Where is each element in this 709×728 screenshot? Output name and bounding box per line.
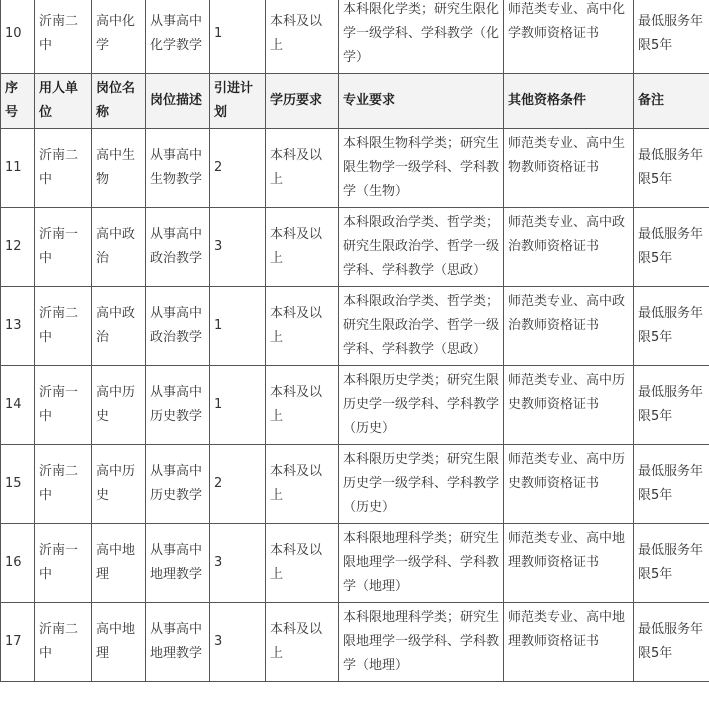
- remark-cell: 最低服务年限5年: [634, 445, 709, 524]
- plan-cell: 1: [210, 366, 266, 445]
- education-cell: 本科及以上: [266, 524, 339, 603]
- header-unit: 用人单位: [35, 74, 92, 129]
- position-cell: 高中地理: [92, 524, 146, 603]
- seq-cell: 15: [1, 445, 35, 524]
- plan-cell: 3: [210, 524, 266, 603]
- table-row: [1, 603, 709, 682]
- header-other: 其他资格条件: [504, 74, 634, 129]
- table-row: [1, 0, 709, 74]
- other-cell: 师范类专业、高中政治教师资格证书: [504, 287, 634, 366]
- remark-cell: 最低服务年限5年: [634, 129, 709, 208]
- major-cell: 本科限历史学类；研究生限历史学一级学科、学科教学（历史）: [339, 366, 504, 445]
- seq-cell: 11: [1, 129, 35, 208]
- other-cell: 师范类专业、高中历史教师资格证书: [504, 445, 634, 524]
- unit-cell: 沂南一中: [35, 524, 92, 603]
- plan-cell: 1: [210, 0, 266, 74]
- position-cell: 高中政治: [92, 287, 146, 366]
- other-cell: 师范类专业、高中化学教师资格证书: [504, 0, 634, 74]
- major-cell: 本科限政治学类、哲学类；研究生限政治学、哲学一级学科、学科教学（思政）: [339, 287, 504, 366]
- table-row: [1, 524, 709, 603]
- description-cell: 从事高中地理教学: [146, 524, 210, 603]
- table-row: [1, 366, 709, 445]
- major-cell: 本科限历史学类；研究生限历史学一级学科、学科教学（历史）: [339, 445, 504, 524]
- major-cell: 本科限地理科学类；研究生限地理学一级学科、学科教学（地理）: [339, 603, 504, 682]
- position-cell: 高中历史: [92, 366, 146, 445]
- seq-cell: 12: [1, 208, 35, 287]
- plan-cell: 3: [210, 603, 266, 682]
- description-cell: 从事高中历史教学: [146, 366, 210, 445]
- description-cell: 从事高中历史教学: [146, 445, 210, 524]
- header-plan: 引进计划: [210, 74, 266, 129]
- position-cell: 高中地理: [92, 603, 146, 682]
- education-cell: 本科及以上: [266, 445, 339, 524]
- remark-cell: 最低服务年限5年: [634, 208, 709, 287]
- unit-cell: 沂南二中: [35, 0, 92, 74]
- remark-cell: 最低服务年限5年: [634, 524, 709, 603]
- seq-cell: 10: [1, 0, 35, 74]
- seq-cell: 14: [1, 366, 35, 445]
- other-cell: 师范类专业、高中历史教师资格证书: [504, 366, 634, 445]
- header-description: 岗位描述: [146, 74, 210, 129]
- position-cell: 高中化学: [92, 0, 146, 74]
- description-cell: 从事高中生物教学: [146, 129, 210, 208]
- table-body-bottom: [1, 129, 709, 682]
- education-cell: 本科及以上: [266, 287, 339, 366]
- unit-cell: 沂南二中: [35, 287, 92, 366]
- unit-cell: 沂南一中: [35, 208, 92, 287]
- description-cell: 从事高中政治教学: [146, 208, 210, 287]
- description-cell: 从事高中化学教学: [146, 0, 210, 74]
- description-cell: 从事高中地理教学: [146, 603, 210, 682]
- table-body-top: [1, 0, 709, 74]
- remark-cell: 最低服务年限5年: [634, 366, 709, 445]
- plan-cell: 2: [210, 445, 266, 524]
- header-row: [1, 74, 709, 129]
- seq-cell: 13: [1, 287, 35, 366]
- table-row: [1, 445, 709, 524]
- unit-cell: 沂南二中: [35, 445, 92, 524]
- seq-cell: 16: [1, 524, 35, 603]
- plan-cell: 3: [210, 208, 266, 287]
- description-cell: 从事高中政治教学: [146, 287, 210, 366]
- education-cell: 本科及以上: [266, 208, 339, 287]
- position-cell: 高中历史: [92, 445, 146, 524]
- position-cell: 高中生物: [92, 129, 146, 208]
- table-row: [1, 208, 709, 287]
- plan-cell: 2: [210, 129, 266, 208]
- unit-cell: 沂南二中: [35, 603, 92, 682]
- remark-cell: 最低服务年限5年: [634, 0, 709, 74]
- education-cell: 本科及以上: [266, 366, 339, 445]
- position-cell: 高中政治: [92, 208, 146, 287]
- table-row: [1, 129, 709, 208]
- other-cell: 师范类专业、高中生物教师资格证书: [504, 129, 634, 208]
- other-cell: 师范类专业、高中地理教师资格证书: [504, 603, 634, 682]
- major-cell: 本科限化学类；研究生限化学一级学科、学科教学（化学）: [339, 0, 504, 74]
- header-education: 学历要求: [266, 74, 339, 129]
- education-cell: 本科及以上: [266, 603, 339, 682]
- header-position: 岗位名称: [92, 74, 146, 129]
- remark-cell: 最低服务年限5年: [634, 287, 709, 366]
- remark-cell: 最低服务年限5年: [634, 603, 709, 682]
- plan-cell: 1: [210, 287, 266, 366]
- seq-cell: 17: [1, 603, 35, 682]
- header-major: 专业要求: [339, 74, 504, 129]
- unit-cell: 沂南一中: [35, 366, 92, 445]
- other-cell: 师范类专业、高中地理教师资格证书: [504, 524, 634, 603]
- header-seq: 序号: [1, 74, 35, 129]
- table-header-group: [1, 74, 709, 129]
- education-cell: 本科及以上: [266, 129, 339, 208]
- table-row: [1, 287, 709, 366]
- major-cell: 本科限地理科学类；研究生限地理学一级学科、学科教学（地理）: [339, 524, 504, 603]
- header-remark: 备注: [634, 74, 709, 129]
- unit-cell: 沂南二中: [35, 129, 92, 208]
- other-cell: 师范类专业、高中政治教师资格证书: [504, 208, 634, 287]
- education-cell: 本科及以上: [266, 0, 339, 74]
- major-cell: 本科限政治学类、哲学类；研究生限政治学、哲学一级学科、学科教学（思政）: [339, 208, 504, 287]
- major-cell: 本科限生物科学类；研究生限生物学一级学科、学科教学（生物）: [339, 129, 504, 208]
